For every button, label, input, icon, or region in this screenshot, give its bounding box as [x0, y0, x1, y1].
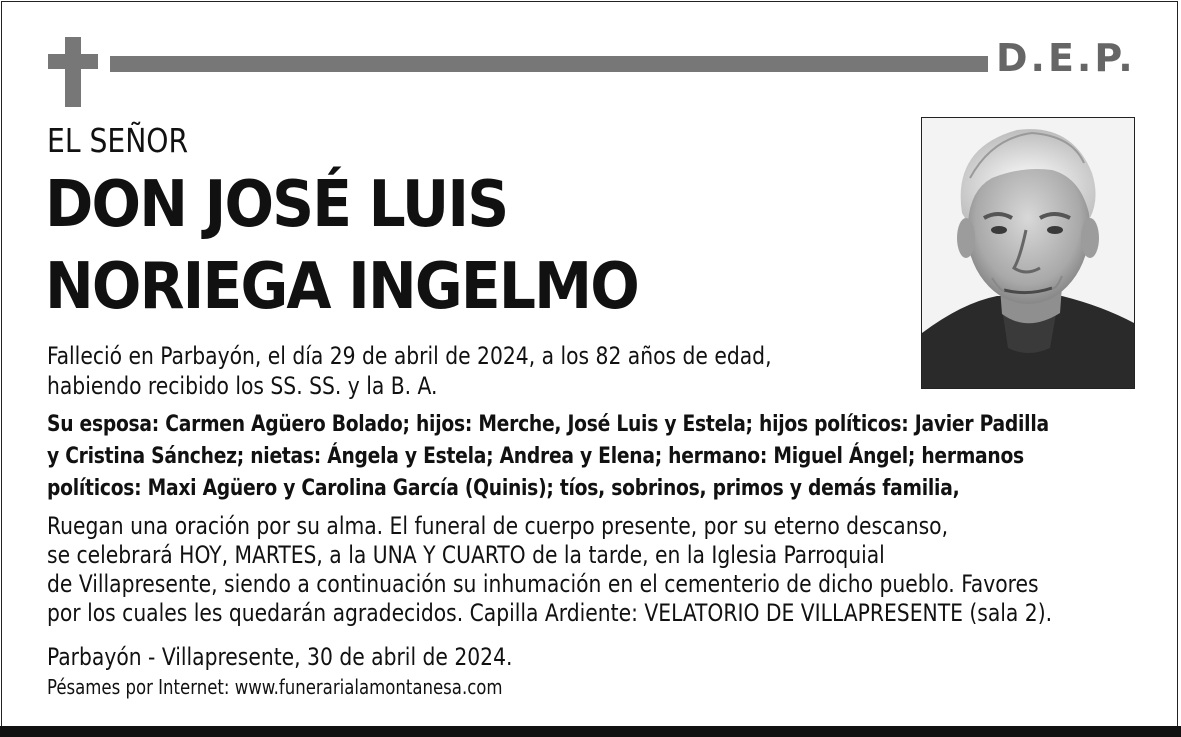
funeral-line: de Villapresente, siendo a continuación su inhumación en el cementerio de dicho pueblo. Favores [47, 570, 1039, 598]
family-line: Su esposa: Carmen Agüero Bolado; hijos: Merche, José Luis y Estela; hijos políticos: Javier Padilla [47, 412, 1049, 437]
pre-title: EL SEÑOR [47, 121, 189, 160]
cross-icon [65, 37, 81, 107]
portrait-illustration [922, 118, 1134, 388]
death-notice-text [47, 341, 772, 401]
death-notice-line: habiendo recibido los SS. SS. y la B. A. [47, 372, 438, 400]
family-list [47, 409, 1049, 505]
cross-icon-arm [48, 54, 98, 69]
family-line: y Cristina Sánchez; nietas: Ángela y Estela; Andrea y Elena; hermano: Miguel Ángel; hermanos [47, 444, 1024, 469]
family-line: políticos: Maxi Agüero y Carolina García (Quinis); tíos, sobrinos, primos y demás familia, [47, 476, 960, 501]
bottom-rule [0, 726, 1181, 737]
deceased-name-line-2: NORIEGA INGELMO [45, 250, 638, 324]
place-date: Parbayón - Villapresente, 30 de abril de 2024. [47, 643, 513, 671]
funeral-text [47, 512, 1052, 628]
funeral-line: por los cuales les quedarán agradecidos. Capilla Ardiente: VELATORIO DE VILLAPRESENTE (sala 2). [47, 599, 1053, 627]
funeral-line: Ruegan una oración por su alma. El funeral de cuerpo presente, por su eterno descanso, [47, 512, 949, 540]
deceased-name-line-1: DON JOSÉ LUIS [45, 168, 508, 242]
portrait-photo [921, 117, 1135, 389]
death-notice-line: Falleció en Parbayón, el día 29 de abril de 2024, a los 82 años de edad, [47, 342, 772, 370]
dep-label: D.E.P. [996, 36, 1136, 80]
header-rule [110, 56, 988, 72]
web-condolences: Pésames por Internet: www.funerarialamontanesa.com [47, 675, 503, 699]
funeral-line: se celebrará HOY, MARTES, a la UNA Y CUARTO de la tarde, en la Iglesia Parroquial [47, 541, 885, 569]
